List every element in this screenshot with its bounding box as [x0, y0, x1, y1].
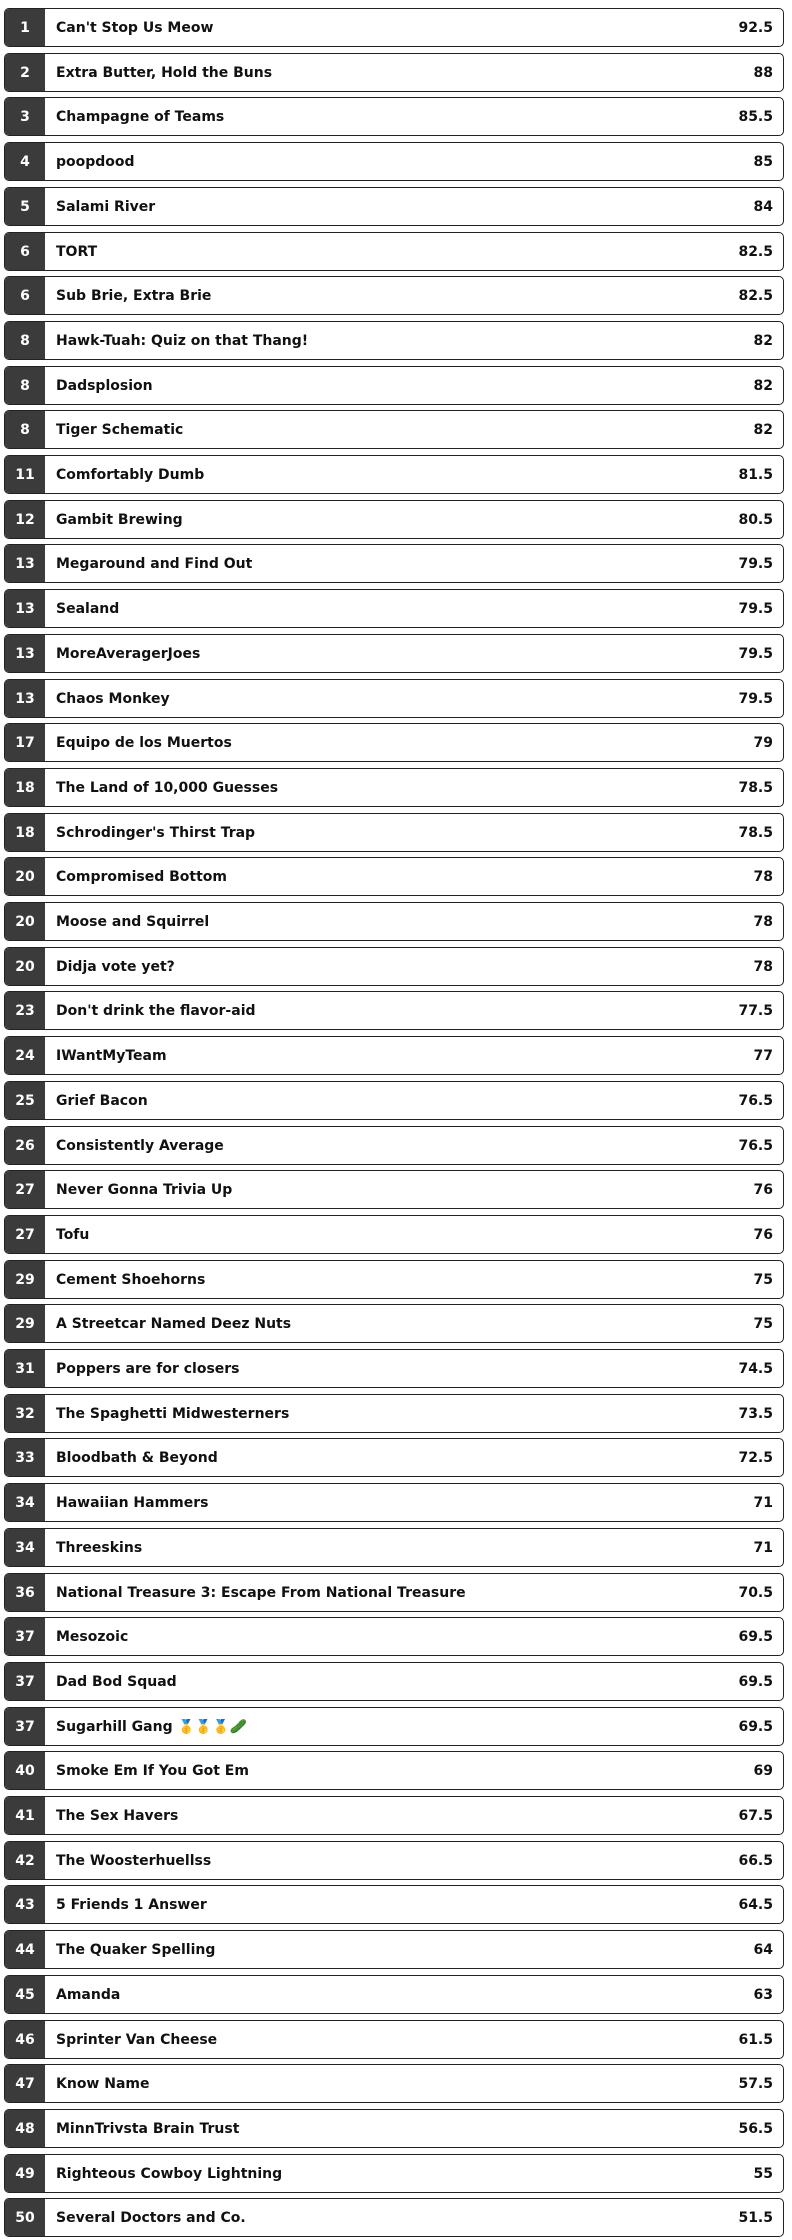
- rank-badge: 26: [5, 1127, 45, 1164]
- team-score: 85.5: [738, 108, 773, 125]
- rank-badge: 23: [5, 992, 45, 1029]
- team-score: 88: [753, 64, 773, 81]
- team-name: Sprinter Van Cheese: [56, 2031, 218, 2048]
- rank-badge: 25: [5, 1082, 45, 1119]
- team-name: Cement Shoehorns: [56, 1271, 206, 1288]
- rank-badge: 34: [5, 1484, 45, 1521]
- team-score: 64.5: [738, 1896, 773, 1913]
- rank-badge: 4: [5, 143, 45, 180]
- leaderboard-row: [4, 589, 784, 628]
- team-name: Don't drink the flavor-aid: [56, 1002, 256, 1019]
- leaderboard-row: [4, 1438, 784, 1477]
- team-name: Tofu: [56, 1226, 90, 1243]
- team-name: The Woosterhuellss: [56, 1852, 212, 1869]
- team-name: Grief Bacon: [56, 1092, 148, 1109]
- leaderboard-row: [4, 1796, 784, 1835]
- team-score: 73.5: [738, 1405, 773, 1422]
- rank-badge: 3: [5, 98, 45, 135]
- leaderboard-row: [4, 276, 784, 315]
- team-score: 77.5: [738, 1002, 773, 1019]
- leaderboard-row: [4, 366, 784, 405]
- team-name: Hawk-Tuah: Quiz on that Thang!: [56, 332, 309, 349]
- leaderboard-row: [4, 947, 784, 986]
- team-name: Megaround and Find Out: [56, 555, 253, 572]
- team-name: Didja vote yet?: [56, 958, 175, 975]
- team-score: 69.5: [738, 1628, 773, 1645]
- team-name: Gambit Brewing: [56, 511, 183, 528]
- leaderboard-row: [4, 1483, 784, 1522]
- rank-badge: 17: [5, 724, 45, 761]
- team-name: Righteous Cowboy Lightning: [56, 2165, 283, 2182]
- team-name: Dad Bod Squad: [56, 1673, 177, 1690]
- leaderboard-row: [4, 634, 784, 673]
- team-name: Smoke Em If You Got Em: [56, 1762, 249, 1779]
- team-score: 82.5: [738, 243, 773, 260]
- team-score: 76: [753, 1181, 773, 1198]
- team-name: The Spaghetti Midwesterners: [56, 1405, 290, 1422]
- rank-badge: 37: [5, 1618, 45, 1655]
- team-score: 66.5: [738, 1852, 773, 1869]
- team-name: National Treasure 3: Escape From National Treasure: [56, 1584, 466, 1601]
- team-name: Equipo de los Muertos: [56, 734, 232, 751]
- team-name: Never Gonna Trivia Up: [56, 1181, 233, 1198]
- team-name: Tiger Schematic: [56, 421, 184, 438]
- team-name: Chaos Monkey: [56, 690, 170, 707]
- leaderboard-row: [4, 679, 784, 718]
- team-score: 85: [753, 153, 773, 170]
- leaderboard-row: [4, 1841, 784, 1880]
- rank-badge: 50: [5, 2199, 45, 2236]
- leaderboard-row: [4, 1394, 784, 1433]
- leaderboard-row: [4, 1751, 784, 1790]
- team-score: 57.5: [738, 2075, 773, 2092]
- team-score: 69.5: [738, 1718, 773, 1735]
- team-name: The Quaker Spelling: [56, 1941, 216, 1958]
- team-name: Consistently Average: [56, 1137, 224, 1154]
- rank-badge: 49: [5, 2155, 45, 2192]
- team-name: Sugarhill Gang 🥇🥇🥇🥒: [56, 1718, 248, 1735]
- rank-badge: 27: [5, 1171, 45, 1208]
- leaderboard-row: [4, 1081, 784, 1120]
- team-name: Comfortably Dumb: [56, 466, 205, 483]
- leaderboard-row: [4, 1662, 784, 1701]
- team-score: 79: [753, 734, 773, 751]
- team-name: Several Doctors and Co.: [56, 2209, 246, 2226]
- leaderboard-row: [4, 1707, 784, 1746]
- rank-badge: 32: [5, 1395, 45, 1432]
- team-score: 72.5: [738, 1449, 773, 1466]
- team-score: 82: [753, 332, 773, 349]
- leaderboard-row: [4, 2109, 784, 2148]
- team-score: 74.5: [738, 1360, 773, 1377]
- team-score: 55: [753, 2165, 773, 2182]
- team-score: 79.5: [738, 600, 773, 617]
- team-score: 71: [753, 1494, 773, 1511]
- leaderboard-row: [4, 500, 784, 539]
- leaderboard-row: [4, 723, 784, 762]
- rank-badge: 20: [5, 903, 45, 940]
- rank-badge: 8: [5, 322, 45, 359]
- leaderboard-row: [4, 768, 784, 807]
- team-name: Compromised Bottom: [56, 868, 228, 885]
- team-score: 78: [753, 958, 773, 975]
- rank-badge: 13: [5, 680, 45, 717]
- team-score: 63: [753, 1986, 773, 2003]
- team-score: 78.5: [738, 779, 773, 796]
- rank-badge: 13: [5, 635, 45, 672]
- rank-badge: 37: [5, 1663, 45, 1700]
- leaderboard-row: [4, 1885, 784, 1924]
- team-score: 69.5: [738, 1673, 773, 1690]
- team-name: The Land of 10,000 Guesses: [56, 779, 279, 796]
- rank-badge: 29: [5, 1305, 45, 1342]
- leaderboard-row: [4, 544, 784, 583]
- team-score: 71: [753, 1539, 773, 1556]
- leaderboard-row: [4, 857, 784, 896]
- team-score: 76: [753, 1226, 773, 1243]
- team-name: Amanda: [56, 1986, 121, 2003]
- team-score: 78.5: [738, 824, 773, 841]
- leaderboard-row: [4, 1036, 784, 1075]
- team-name: MinnTrivsta Brain Trust: [56, 2120, 240, 2137]
- team-name: MoreAveragerJoes: [56, 645, 201, 662]
- team-score: 56.5: [738, 2120, 773, 2137]
- rank-badge: 13: [5, 545, 45, 582]
- rank-badge: 41: [5, 1797, 45, 1834]
- leaderboard-row: [4, 2154, 784, 2193]
- leaderboard-row: [4, 1930, 784, 1969]
- team-score: 80.5: [738, 511, 773, 528]
- team-score: 82: [753, 421, 773, 438]
- team-score: 77: [753, 1047, 773, 1064]
- team-score: 51.5: [738, 2209, 773, 2226]
- leaderboard-row: [4, 53, 784, 92]
- rank-badge: 27: [5, 1216, 45, 1253]
- team-score: 75: [753, 1315, 773, 1332]
- rank-badge: 20: [5, 948, 45, 985]
- team-score: 79.5: [738, 555, 773, 572]
- team-name: Know Name: [56, 2075, 150, 2092]
- rank-badge: 18: [5, 814, 45, 851]
- rank-badge: 24: [5, 1037, 45, 1074]
- rank-badge: 6: [5, 277, 45, 314]
- rank-badge: 45: [5, 1976, 45, 2013]
- team-name: TORT: [56, 243, 98, 260]
- team-name: Poppers are for closers: [56, 1360, 240, 1377]
- leaderboard-row: [4, 2064, 784, 2103]
- rank-badge: 34: [5, 1529, 45, 1566]
- team-score: 78: [753, 868, 773, 885]
- team-name: Salami River: [56, 198, 156, 215]
- team-score: 92.5: [738, 19, 773, 36]
- leaderboard-row: [4, 1304, 784, 1343]
- team-score: 82.5: [738, 287, 773, 304]
- team-name: Champagne of Teams: [56, 108, 225, 125]
- rank-badge: 8: [5, 367, 45, 404]
- leaderboard-row: [4, 455, 784, 494]
- team-name: Can't Stop Us Meow: [56, 19, 214, 36]
- team-score: 78: [753, 913, 773, 930]
- team-name: 5 Friends 1 Answer: [56, 1896, 207, 1913]
- rank-badge: 1: [5, 9, 45, 46]
- rank-badge: 40: [5, 1752, 45, 1789]
- team-score: 64: [753, 1941, 773, 1958]
- team-name: Schrodinger's Thirst Trap: [56, 824, 256, 841]
- team-score: 61.5: [738, 2031, 773, 2048]
- team-name: The Sex Havers: [56, 1807, 179, 1824]
- rank-badge: 29: [5, 1261, 45, 1298]
- leaderboard-row: [4, 1528, 784, 1567]
- team-score: 67.5: [738, 1807, 773, 1824]
- team-name: Extra Butter, Hold the Buns: [56, 64, 273, 81]
- leaderboard-row: [4, 813, 784, 852]
- team-name: Mesozoic: [56, 1628, 129, 1645]
- team-name: Sub Brie, Extra Brie: [56, 287, 212, 304]
- team-name: Sealand: [56, 600, 120, 617]
- leaderboard-row: [4, 410, 784, 449]
- leaderboard-row: [4, 1215, 784, 1254]
- rank-badge: 2: [5, 54, 45, 91]
- leaderboard-row: [4, 1126, 784, 1165]
- leaderboard-row: [4, 1617, 784, 1656]
- leaderboard-row: [4, 1573, 784, 1612]
- rank-badge: 12: [5, 501, 45, 538]
- rank-badge: 36: [5, 1574, 45, 1611]
- leaderboard-row: [4, 232, 784, 271]
- rank-badge: 5: [5, 188, 45, 225]
- rank-badge: 31: [5, 1350, 45, 1387]
- leaderboard-row: [4, 187, 784, 226]
- team-score: 81.5: [738, 466, 773, 483]
- rank-badge: 11: [5, 456, 45, 493]
- rank-badge: 37: [5, 1708, 45, 1745]
- team-score: 70.5: [738, 1584, 773, 1601]
- leaderboard-row: [4, 321, 784, 360]
- rank-badge: 18: [5, 769, 45, 806]
- leaderboard-row: [4, 1975, 784, 2014]
- team-score: 82: [753, 377, 773, 394]
- rank-badge: 42: [5, 1842, 45, 1879]
- leaderboard-row: [4, 142, 784, 181]
- rank-badge: 47: [5, 2065, 45, 2102]
- leaderboard-row: [4, 902, 784, 941]
- team-name: poopdood: [56, 153, 135, 170]
- team-score: 75: [753, 1271, 773, 1288]
- team-name: Moose and Squirrel: [56, 913, 210, 930]
- team-name: Threeskins: [56, 1539, 143, 1556]
- team-score: 76.5: [738, 1137, 773, 1154]
- team-name: A Streetcar Named Deez Nuts: [56, 1315, 292, 1332]
- rank-badge: 13: [5, 590, 45, 627]
- team-score: 76.5: [738, 1092, 773, 1109]
- team-name: Dadsplosion: [56, 377, 153, 394]
- team-score: 79.5: [738, 645, 773, 662]
- leaderboard-row: [4, 97, 784, 136]
- leaderboard-row: [4, 1260, 784, 1299]
- leaderboard-row: [4, 1170, 784, 1209]
- leaderboard-row: [4, 2198, 784, 2237]
- team-name: Hawaiian Hammers: [56, 1494, 209, 1511]
- rank-badge: 33: [5, 1439, 45, 1476]
- leaderboard-row: [4, 8, 784, 47]
- rank-badge: 44: [5, 1931, 45, 1968]
- team-score: 69: [753, 1762, 773, 1779]
- team-name: IWantMyTeam: [56, 1047, 167, 1064]
- leaderboard-row: [4, 2020, 784, 2059]
- rank-badge: 6: [5, 233, 45, 270]
- rank-badge: 46: [5, 2021, 45, 2058]
- rank-badge: 48: [5, 2110, 45, 2147]
- leaderboard-row: [4, 991, 784, 1030]
- rank-badge: 8: [5, 411, 45, 448]
- leaderboard-row: [4, 1349, 784, 1388]
- team-score: 84: [753, 198, 773, 215]
- team-name: Bloodbath & Beyond: [56, 1449, 218, 1466]
- team-score: 79.5: [738, 690, 773, 707]
- rank-badge: 43: [5, 1886, 45, 1923]
- rank-badge: 20: [5, 858, 45, 895]
